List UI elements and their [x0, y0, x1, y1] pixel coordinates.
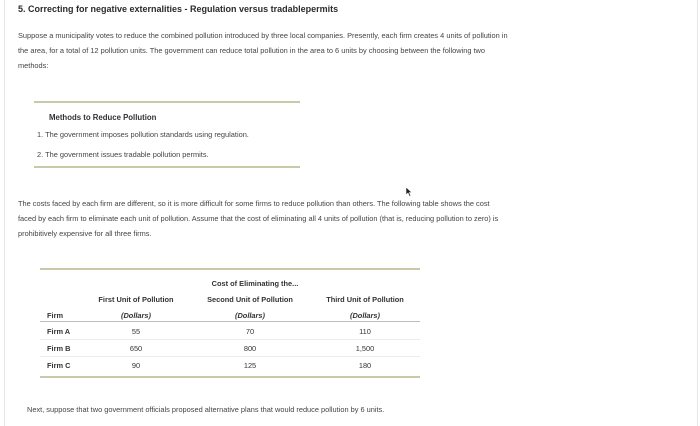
cell-value: 1,500 [355, 344, 375, 353]
intro-paragraph [18, 28, 638, 73]
header-rule [40, 321, 420, 322]
firm-name: Firm C [47, 361, 71, 370]
firm-name: Firm A [47, 327, 71, 336]
column-unit: (Dollars) [350, 311, 380, 320]
cell-value: 90 [131, 361, 141, 370]
question-heading: 5. Correcting for negative externalities - Regulation versus tradablepermits [18, 4, 339, 14]
cell-value: 110 [359, 327, 371, 336]
cell-value: 650 [129, 344, 143, 353]
column-header-third: Third Unit of Pollution [326, 295, 404, 304]
table-bottom-rule [40, 376, 420, 378]
costs-line: prohibitively expensive for all three firms. [18, 229, 152, 238]
costs-line: faced by each firm to eliminate each unit of pollution. Assume that the cost of eliminating all 4 units of pollution (that is, reducing pollution to zero) is [18, 214, 499, 223]
cell-value: 125 [243, 361, 257, 370]
group-header: Cost of Eliminating the... [211, 279, 299, 288]
row-divider [40, 356, 420, 357]
row-divider [40, 339, 420, 340]
method-item: 2. The government issues tradable pollution permits. [37, 150, 209, 159]
divider [34, 101, 300, 103]
table-top-rule [40, 268, 420, 270]
method-item: 1. The government imposes pollution standards using regulation. [37, 130, 249, 139]
methods-title: Methods to Reduce Pollution [49, 113, 157, 122]
firm-name: Firm B [47, 344, 71, 353]
next-paragraph: Next, suppose that two government officials proposed alternative plans that would reduce pollution by 6 units. [27, 405, 385, 414]
cell-value: 180 [358, 361, 372, 370]
divider [34, 166, 300, 168]
column-header-second: Second Unit of Pollution [207, 295, 293, 304]
costs-paragraph [18, 196, 638, 241]
costs-line: The costs faced by each firm are different, so it is more difficult for some firms to reduce pollution than others. The following table shows the cost [18, 199, 490, 208]
cell-value: 800 [243, 344, 257, 353]
column-unit: (Dollars) [235, 311, 265, 320]
column-header-first: First Unit of Pollution [98, 295, 174, 304]
cell-value: 70 [245, 327, 255, 336]
cell-value: 55 [131, 327, 141, 336]
intro-line: methods: [18, 61, 49, 70]
column-header-firm: Firm [47, 311, 64, 320]
intro-line: Suppose a municipality votes to reduce the combined pollution introduced by three local companies. Presently, each firm creates 4 units of pollution in [18, 31, 508, 40]
intro-line: the area, for a total of 12 pollution units. The government can reduce total pollution in the area to 6 units by choosing between the following two [18, 46, 486, 55]
column-unit: (Dollars) [121, 311, 151, 320]
